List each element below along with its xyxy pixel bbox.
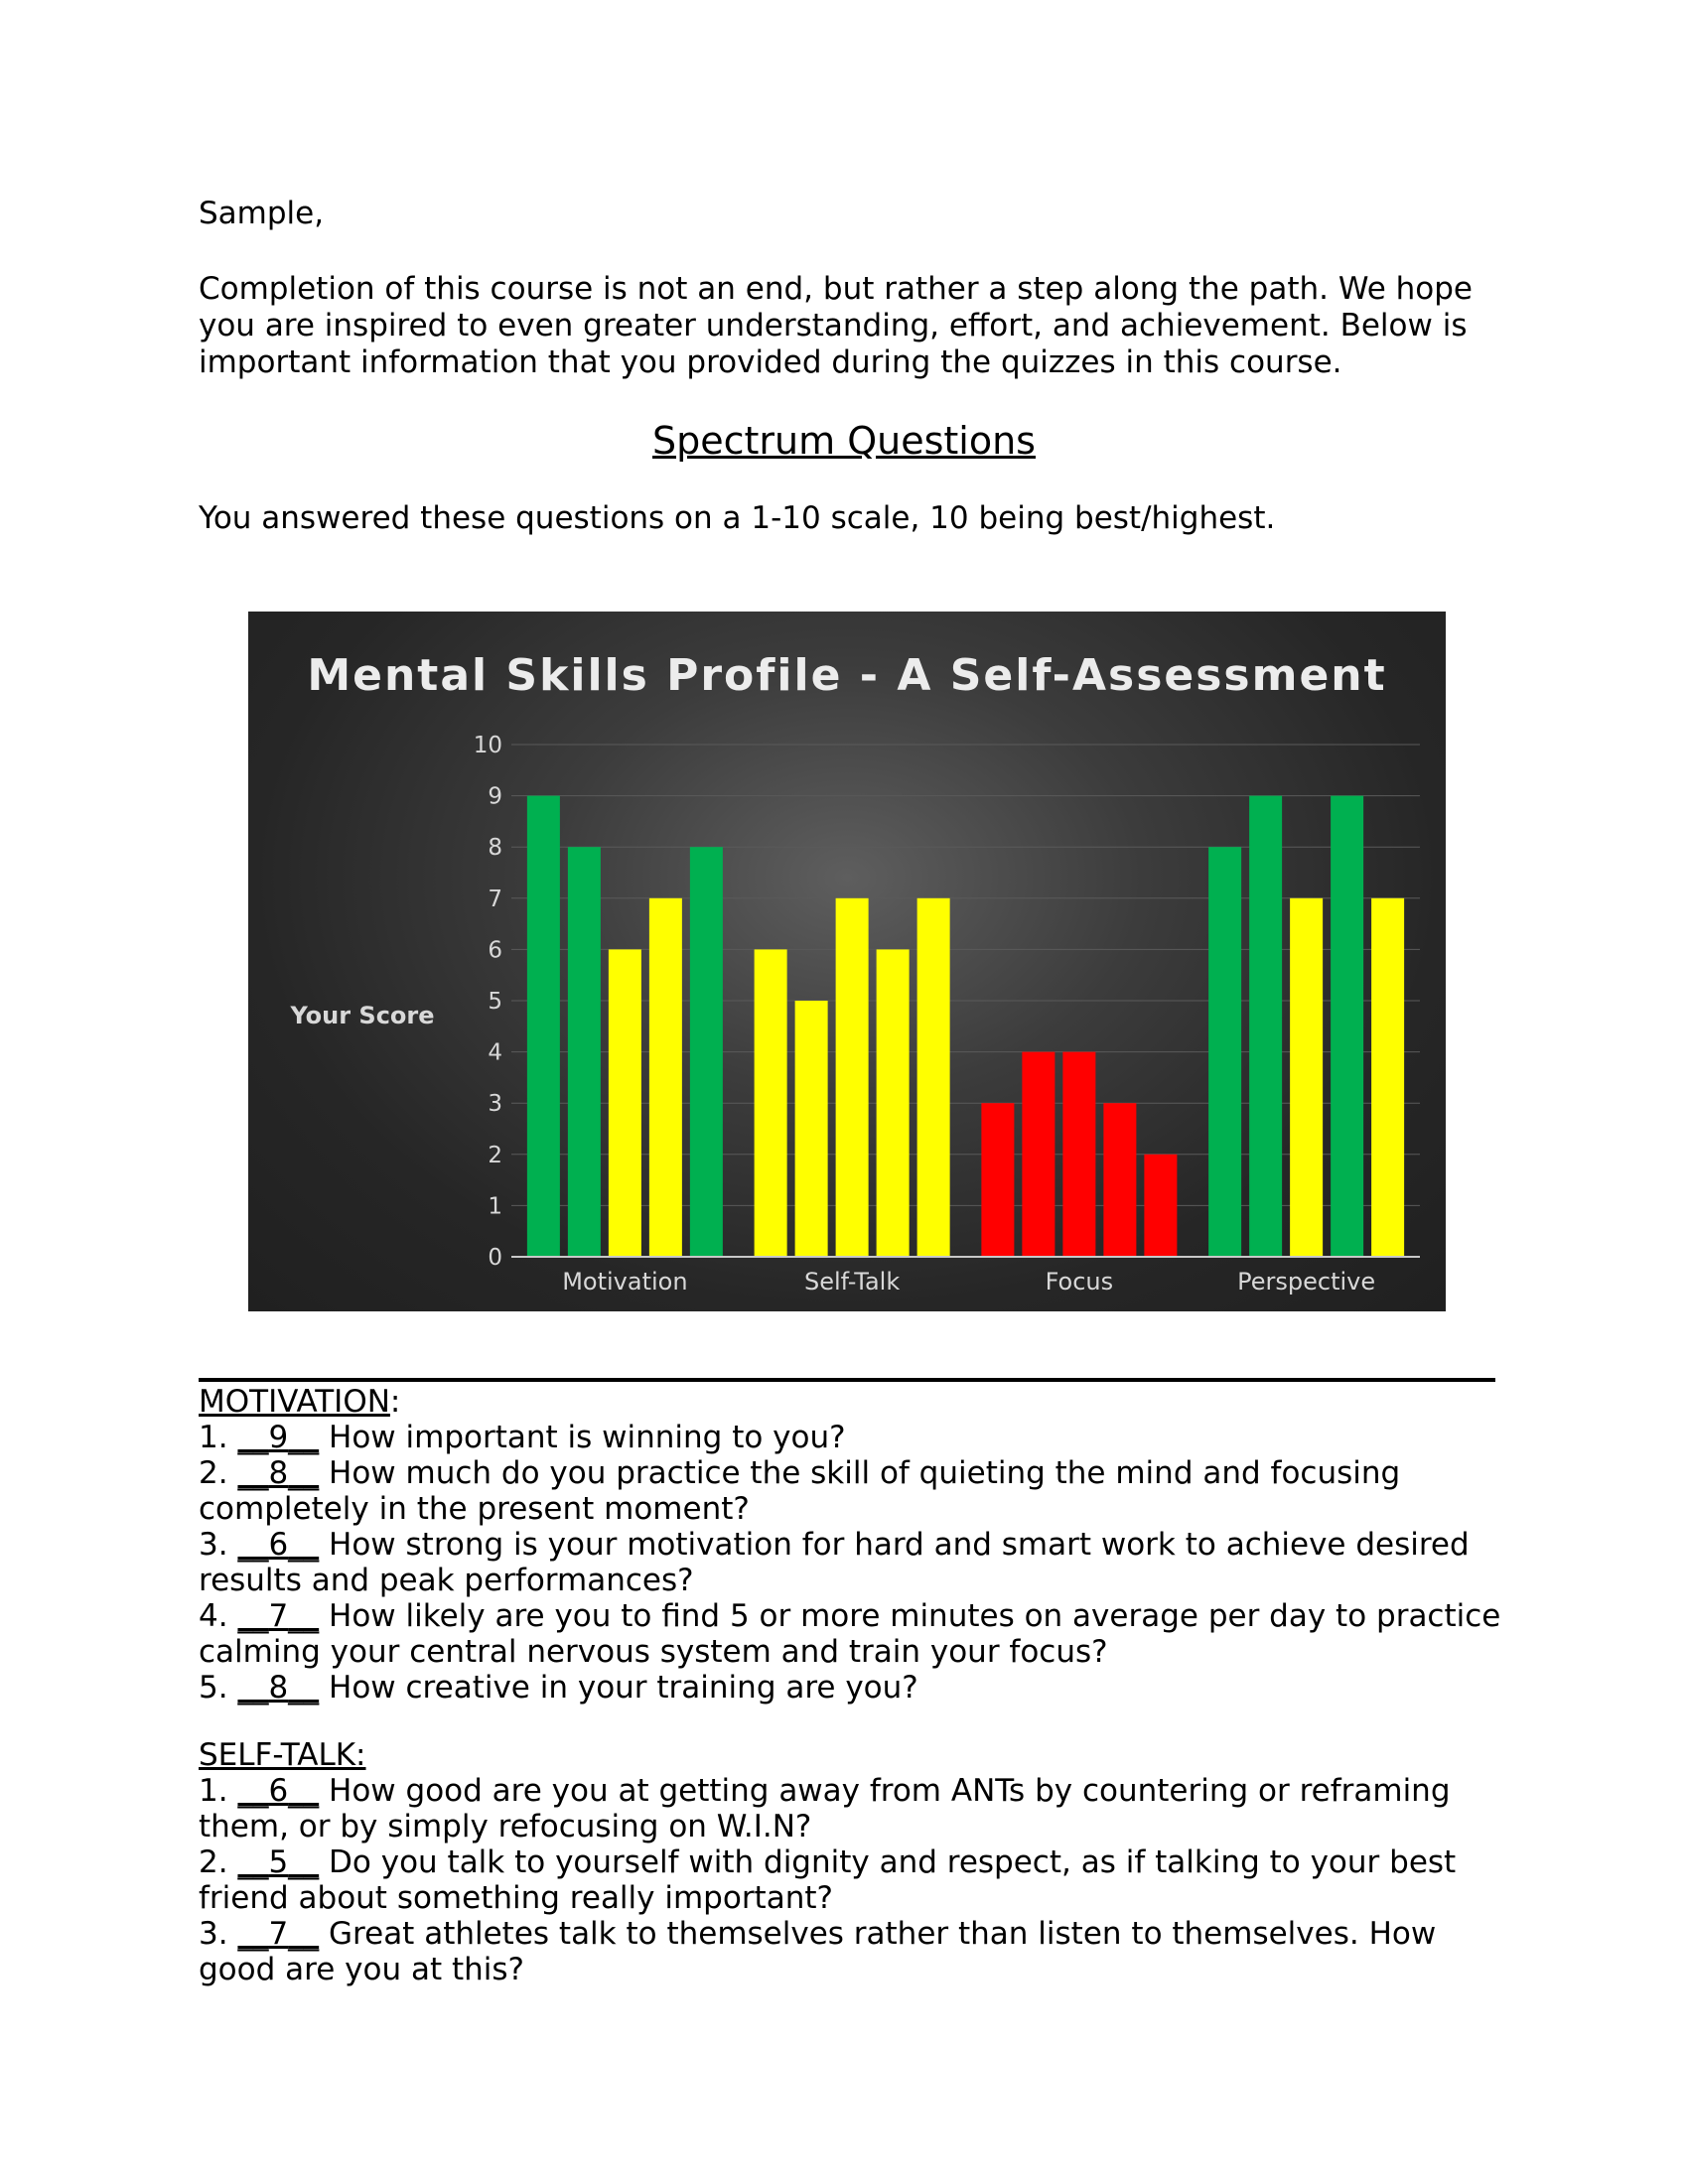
score-value: 5	[268, 1844, 289, 1880]
question-item	[199, 1420, 1509, 1455]
question-item	[199, 1527, 1509, 1598]
y-tick-label: 9	[488, 783, 502, 810]
score-value: 6	[268, 1773, 289, 1809]
score-blank-before: __	[237, 1916, 269, 1952]
score-value: 8	[268, 1670, 289, 1706]
question-number: 1.	[199, 1420, 228, 1455]
motivation-list	[199, 1420, 1509, 1706]
question-text: How good are you at getting away from ANTs by countering or reframing them, or by simply refocusing on W.I.N?	[199, 1773, 1451, 1844]
selftalk-heading: SELF-TALK:	[199, 1737, 366, 1773]
motivation-heading-line	[199, 1384, 1509, 1420]
motivation-heading-colon: :	[389, 1384, 401, 1420]
bar	[609, 949, 641, 1257]
question-text: How likely are you to find 5 or more minutes on average per day to practice calming your central nervous system and train your focus?	[199, 1598, 1501, 1670]
score-blank-after: __	[288, 1527, 320, 1563]
motivation-section	[199, 1384, 1509, 1706]
bar	[1062, 1052, 1095, 1257]
bar	[1144, 1155, 1177, 1257]
score-value: 9	[268, 1420, 289, 1455]
score-blank-after: __	[288, 1598, 320, 1634]
bar	[1371, 898, 1404, 1257]
score-blank-after: __	[288, 1455, 320, 1491]
y-tick-label: 5	[488, 989, 502, 1015]
bar	[527, 796, 560, 1257]
score-blank-before: __	[237, 1773, 269, 1809]
divider-line	[199, 1378, 1495, 1382]
score-value: 7	[268, 1916, 289, 1952]
question-item	[199, 1773, 1509, 1844]
y-tick-label: 7	[488, 886, 502, 912]
bar	[1249, 796, 1282, 1257]
score-blank-before: __	[237, 1527, 269, 1563]
y-tick-label: 0	[488, 1245, 502, 1271]
motivation-heading: MOTIVATION	[199, 1384, 390, 1420]
y-tick-label: 4	[488, 1039, 502, 1066]
bar	[1331, 796, 1363, 1257]
selftalk-list	[199, 1773, 1509, 1987]
question-number: 3.	[199, 1527, 228, 1563]
question-number: 4.	[199, 1598, 228, 1634]
bar	[877, 949, 910, 1257]
selftalk-section	[199, 1737, 1509, 1987]
question-number: 2.	[199, 1844, 228, 1880]
score-blank-after: __	[288, 1916, 320, 1952]
question-number: 5.	[199, 1670, 228, 1706]
question-text: Great athletes talk to themselves rather than listen to themselves. How good are you at this?	[199, 1916, 1437, 1987]
y-axis-label: Your Score	[290, 1002, 435, 1029]
score-value: 7	[268, 1598, 289, 1634]
bar	[1208, 847, 1241, 1257]
intro-paragraph: Completion of this course is not an end, but rather a step along the path. We hope you are inspired to even greater understanding, effort, and achievement. Below is important information that you provided during the quizzes in this course.	[199, 271, 1473, 380]
score-blank-before: __	[237, 1670, 269, 1706]
x-tick-label: Focus	[1045, 1268, 1114, 1296]
bar	[1290, 898, 1323, 1257]
bar	[690, 847, 723, 1257]
x-tick-label: Self-Talk	[804, 1268, 901, 1296]
question-item	[199, 1455, 1509, 1527]
bar	[836, 898, 869, 1257]
bar	[568, 847, 601, 1257]
score-blank-before: __	[237, 1420, 269, 1455]
question-text: How creative in your training are you?	[329, 1670, 918, 1706]
selftalk-heading-line	[199, 1737, 1509, 1773]
score-value: 8	[268, 1455, 289, 1491]
bar	[755, 949, 787, 1257]
question-item	[199, 1598, 1509, 1670]
bar	[649, 898, 682, 1257]
y-tick-label: 2	[488, 1142, 502, 1168]
scale-note: You answered these questions on a 1-10 scale, 10 being best/highest.	[199, 500, 1276, 536]
bar	[1103, 1103, 1136, 1257]
score-blank-before: __	[237, 1598, 269, 1634]
question-number: 3.	[199, 1916, 228, 1952]
chart-title: Mental Skills Profile - A Self-Assessment	[307, 650, 1387, 701]
y-tick-label: 8	[488, 835, 502, 862]
question-number: 2.	[199, 1455, 228, 1491]
mental-skills-chart	[248, 612, 1446, 1311]
question-text: How much do you practice the skill of quieting the mind and focusing completely in the present moment?	[199, 1455, 1401, 1527]
bar	[981, 1103, 1014, 1257]
y-tick-label: 1	[488, 1193, 502, 1220]
y-tick-label: 6	[488, 937, 502, 964]
y-tick-label: 10	[473, 733, 502, 758]
score-blank-after: __	[288, 1773, 320, 1809]
question-item	[199, 1670, 1509, 1706]
y-tick-label: 3	[488, 1091, 502, 1118]
question-item	[199, 1844, 1509, 1916]
chart-container	[248, 612, 1446, 1311]
question-text: Do you talk to yourself with dignity and respect, as if talking to your best friend about something really important?	[199, 1844, 1457, 1916]
score-value: 6	[268, 1527, 289, 1563]
section-title: Spectrum Questions	[652, 419, 1036, 463]
score-blank-after: __	[288, 1670, 320, 1706]
question-text: How strong is your motivation for hard and smart work to achieve desired results and peak performances?	[199, 1527, 1470, 1598]
question-item	[199, 1916, 1509, 1987]
question-text: How important is winning to you?	[329, 1420, 846, 1455]
score-blank-before: __	[237, 1455, 269, 1491]
score-blank-before: __	[237, 1844, 269, 1880]
x-tick-label: Motivation	[562, 1268, 688, 1296]
score-blank-after: __	[288, 1420, 320, 1455]
greeting: Sample,	[199, 196, 325, 231]
bar	[917, 898, 950, 1257]
x-tick-label: Perspective	[1237, 1268, 1376, 1296]
bar	[1022, 1052, 1055, 1257]
score-blank-after: __	[288, 1844, 320, 1880]
bar	[795, 1001, 828, 1257]
question-number: 1.	[199, 1773, 228, 1809]
